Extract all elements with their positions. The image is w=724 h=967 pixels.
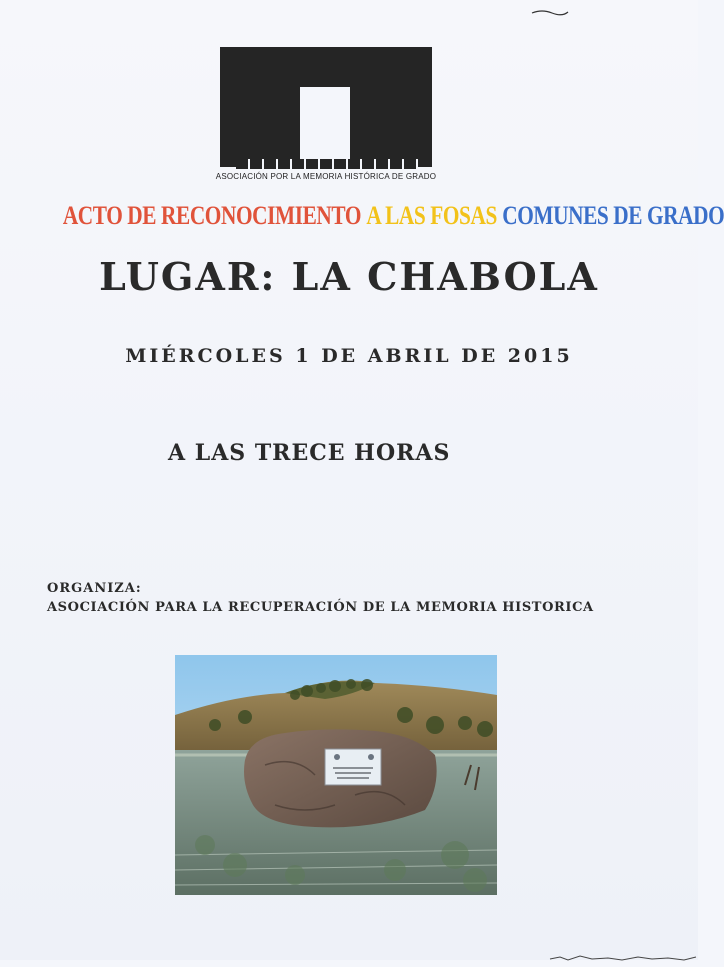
logo-caption: ASOCIACIÓN POR LA MEMORIA HISTÓRICA DE GRADO [215,172,437,181]
event-date: MIÉRCOLES 1 DE ABRIL DE 2015 [125,345,573,367]
headline-part-2: A LAS FOSAS [366,201,497,230]
logo-doorway [300,87,350,167]
headline-part-3: COMUNES DE GRADO [502,201,724,230]
corner-mark [530,0,570,6]
memorial-stone-photo [175,655,497,895]
organizer-name: ASOCIACIÓN PARA LA RECUPERACIÓN DE LA MEMORIA HISTORICA [47,600,594,615]
event-location: LUGAR: LA CHABOLA [99,254,599,299]
event-time: A LAS TRECE HORAS [168,440,451,466]
bottom-handwriting-mark [548,948,698,958]
event-headline [62,201,724,231]
organizer-label: ORGANIZA: [47,581,142,596]
logo-stone-row [236,159,418,169]
association-logo [215,47,437,187]
headline-part-1: ACTO DE RECONOCIMIENTO [62,201,362,230]
